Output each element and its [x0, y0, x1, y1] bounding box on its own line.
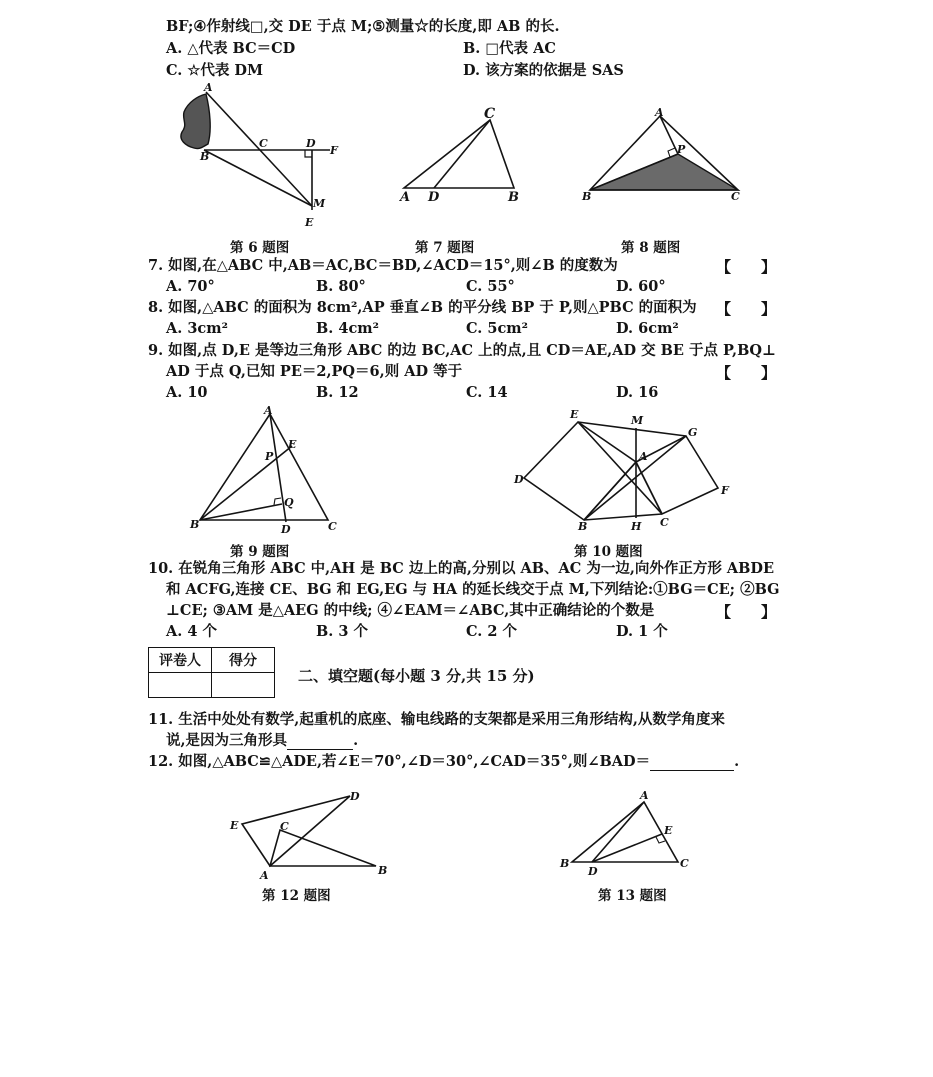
q10-answer-bracket: 【 】	[716, 603, 777, 621]
q8-option-b: B. 4cm²	[316, 320, 379, 337]
q9-line-2: AD 于点 Q,已知 PE＝2,PQ＝6,则 AD 等于	[166, 363, 463, 380]
figure-7	[396, 104, 526, 204]
q11-line-1: 11. 生活中处处有数学,起重机的底座、输电线路的支架都是采用三角形结构,从数学角度来	[148, 711, 725, 728]
q7-option-d: D. 60°	[616, 278, 666, 295]
q9-answer-bracket: 【 】	[716, 364, 777, 382]
q7-answer-bracket: 【 】	[716, 258, 777, 276]
fig7-caption: 第 7 题图	[415, 240, 475, 256]
fig7-label-a: A	[400, 190, 411, 205]
fig9-label-p: P	[265, 450, 274, 463]
fig12-label-b: B	[378, 864, 388, 877]
q11-end: .	[353, 732, 359, 749]
score-box	[148, 647, 275, 698]
pond-shape	[181, 94, 210, 149]
fig8-label-c: C	[731, 190, 740, 203]
fig9-label-d: D	[281, 523, 291, 536]
q8-text: 8. 如图,△ABC 的面积为 8cm²,AP 垂直∠B 的平分线 BP 于 P,则△PBC 的面积为	[148, 299, 697, 316]
q10-option-d: D. 1 个	[616, 623, 668, 640]
q7-option-b: B. 80°	[316, 278, 366, 295]
q6-option-a: A. △代表 BC＝CD	[166, 40, 296, 57]
fig12-label-d: D	[350, 790, 360, 803]
fig10-label-h: H	[631, 520, 642, 533]
fig13-label-e: E	[664, 824, 673, 837]
fig6-label-d: D	[306, 137, 316, 150]
q12-text: 12. 如图,△ABC≌△ADE,若∠E＝70°,∠D＝30°,∠CAD＝35°,则∠BAD＝	[148, 753, 651, 770]
fig10-label-a: A	[639, 450, 648, 463]
q10-line-2: 和 ACFG,连接 CE、BG 和 EG,EG 与 HA 的延长线交于点 M,下列结论:①BG＝CE; ②BG	[166, 581, 780, 598]
fig6-label-c: C	[259, 137, 268, 150]
q6-option-d: D. 该方案的依据是 SAS	[463, 62, 624, 79]
fig6-label-b: B	[200, 150, 210, 163]
fig8-label-b: B	[582, 190, 592, 203]
q10-option-b: B. 3 个	[316, 623, 368, 640]
figure-12	[226, 788, 396, 883]
score-box-score-header: 得分	[212, 648, 275, 673]
fig9-label-q: Q	[284, 496, 294, 509]
fig8-caption: 第 8 题图	[621, 240, 681, 256]
q12-end: .	[734, 753, 740, 770]
fig6-caption: 第 6 题图	[230, 240, 290, 256]
fig8-label-a: A	[655, 106, 664, 119]
fig9-label-e: E	[288, 438, 297, 451]
q8-answer-bracket: 【 】	[716, 300, 777, 318]
q11-line-2-text: 说,是因为三角形具	[166, 732, 288, 749]
section-2-title: 二、填空题(每小题 3 分,共 15 分)	[298, 667, 535, 685]
figure-8	[578, 108, 748, 208]
q12-line	[148, 753, 739, 771]
figure-10	[510, 402, 750, 537]
figure-13	[556, 788, 706, 883]
fig8-label-p: P	[677, 143, 686, 156]
q10-line-3: ⊥CE; ③AM 是△AEG 的中线; ④∠EAM＝∠ABC,其中正确结论的个数是	[166, 602, 655, 619]
fig6-label-m: M	[313, 197, 326, 210]
fig10-label-c: C	[660, 516, 669, 529]
fig7-label-b: B	[508, 190, 519, 205]
fig12-caption: 第 12 题图	[262, 888, 331, 904]
fig10-label-f: F	[721, 484, 729, 497]
q12-answer-blank	[650, 756, 734, 771]
fig7-label-d: D	[428, 190, 440, 205]
fig10-label-d: D	[514, 473, 524, 486]
fig6-label-a: A	[204, 81, 213, 94]
fig9-label-b: B	[190, 518, 200, 531]
q9-option-b: B. 12	[316, 384, 359, 401]
q8-option-d: D. 6cm²	[616, 320, 679, 337]
fig10-label-m: M	[631, 414, 644, 427]
q6-tail: BF;④作射线□,交 DE 于点 M;⑤测量☆的长度,即 AB 的长.	[166, 18, 560, 35]
q9-option-c: C. 14	[466, 384, 508, 401]
fig12-label-a: A	[260, 869, 269, 882]
fig10-label-g: G	[688, 426, 698, 439]
fig13-label-c: C	[680, 857, 689, 870]
q11-line-2	[166, 732, 358, 750]
q7-option-a: A. 70°	[166, 278, 215, 295]
q7-option-c: C. 55°	[466, 278, 515, 295]
q8-option-c: C. 5cm²	[466, 320, 528, 337]
q9-option-d: D. 16	[616, 384, 659, 401]
fig6-label-e: E	[305, 216, 314, 229]
q6-option-b: B. □代表 AC	[463, 40, 556, 57]
q8-option-a: A. 3cm²	[166, 320, 228, 337]
score-box-grader-header: 评卷人	[149, 648, 212, 673]
fig13-label-a: A	[640, 789, 649, 802]
q9-option-a: A. 10	[166, 384, 208, 401]
q10-line-1: 10. 在锐角三角形 ABC 中,AH 是 BC 边上的高,分别以 AB、AC 为一边,向外作正方形 ABDE	[148, 560, 775, 577]
fig10-caption: 第 10 题图	[574, 544, 643, 560]
q10-option-a: A. 4 个	[166, 623, 217, 640]
q11-answer-blank	[287, 735, 353, 750]
fig9-caption: 第 9 题图	[230, 544, 290, 560]
fig6-label-f: F	[330, 144, 338, 157]
fig13-caption: 第 13 题图	[598, 888, 667, 904]
q7-text: 7. 如图,在△ABC 中,AB＝AC,BC＝BD,∠ACD＝15°,则∠B 的度数为	[148, 257, 618, 274]
fig12-label-c: C	[280, 820, 289, 833]
q9-line-1: 9. 如图,点 D,E 是等边三角形 ABC 的边 BC,AC 上的点,且 CD＝AE,AD 交 BE 于点 P,BQ⊥	[148, 342, 776, 359]
figure-6	[170, 80, 350, 235]
fig7-label-c: C	[484, 106, 496, 122]
score-box-score-cell	[212, 673, 275, 698]
figure-9	[186, 402, 346, 537]
fig13-label-b-visible: B	[560, 857, 570, 870]
fig10-label-b: B	[578, 520, 588, 533]
fig12-label-e: E	[230, 819, 239, 832]
q6-option-c: C. ☆代表 DM	[166, 62, 264, 79]
fig9-label-a: A	[264, 404, 273, 417]
fig10-label-e: E	[570, 408, 579, 421]
fig13-label-d: D	[588, 865, 598, 878]
score-box-grader-cell	[149, 673, 212, 698]
q10-option-c: C. 2 个	[466, 623, 518, 640]
fig9-label-c: C	[328, 520, 337, 533]
